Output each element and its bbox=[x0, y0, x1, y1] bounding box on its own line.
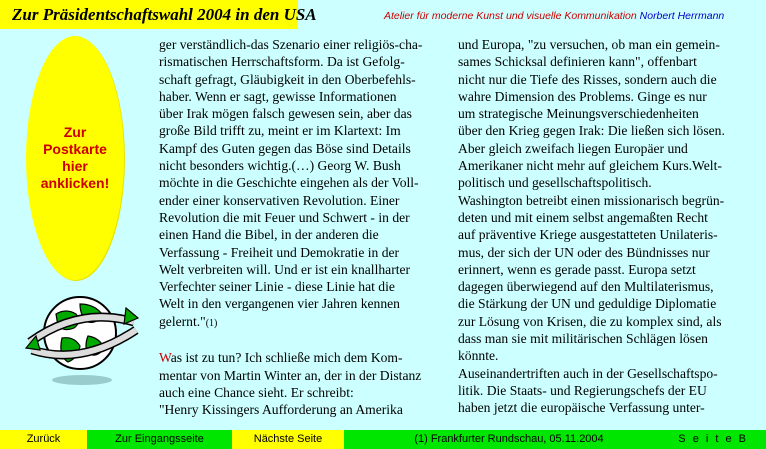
article-line: ger verständlich-das Szenario einer religiös-cha- bbox=[159, 37, 423, 52]
article-line: Aber gleich zweifach liegen Europäer und bbox=[458, 140, 688, 156]
article-line: schaft gefragt, Gläubigkeit in den Oberbefehls- bbox=[159, 71, 416, 87]
globe-with-ring-icon bbox=[22, 278, 142, 388]
article-line: große Bild trifft zu, meint er im Klartext: Im bbox=[159, 123, 401, 139]
article-line: nicht nur die Tiefe des Risses, sondern auch die bbox=[458, 71, 717, 87]
author-name: Norbert Herrmann bbox=[639, 10, 725, 22]
article-line: könnte. bbox=[458, 348, 499, 364]
article-line: dass man sie mit militärischen Schlägen lösen bbox=[458, 331, 708, 347]
article-line: Verfassung - Freiheit und Demokratie in der bbox=[159, 244, 400, 260]
article-line: zur Lösung von Krisen, die zu komplex sind, als bbox=[458, 313, 722, 329]
article-line: auch eine Chance sieht. Er schreibt: bbox=[159, 384, 354, 400]
postcard-label-line1: Zur bbox=[63, 124, 87, 140]
article-line: Amerikaner nicht mehr auf gleichem Kurs.Welt- bbox=[458, 158, 722, 174]
article-line: nicht besonders wichtig.(…) Georg W. Bush bbox=[159, 158, 401, 174]
page-title: Zur Präsidentschaftswahl 2004 in den USA bbox=[0, 0, 298, 29]
article-line: haben jetzt die europäische Verfassung unter- bbox=[458, 400, 705, 416]
dropcap-letter: W bbox=[159, 350, 171, 366]
article-line: einen Hand die Bibel, in der anderen die bbox=[159, 227, 379, 243]
article-column-1 bbox=[159, 36, 444, 419]
source-footnote: (1) Frankfurter Rundschau, 05.11.2004 bbox=[344, 430, 674, 449]
article-line: Verfechter seiner Linie - diese Linie hat die bbox=[159, 279, 395, 295]
article-line: haber. Wenn er sagt, gewisse Informationen bbox=[159, 88, 397, 104]
article-line: Welt in den vergangenen vier Jahren kennen bbox=[159, 296, 400, 312]
article-line: Welt verbreiten will. Und er ist ein knallharter bbox=[159, 261, 411, 277]
article-line: Auseinandertriften auch in der Gesellschaftspo- bbox=[458, 365, 718, 381]
article-line: die Stärkung der UN und geduldige Diplomatie bbox=[458, 296, 717, 312]
footer-nav bbox=[0, 430, 766, 449]
article-line: Revolution die mit Feuer und Schwert - in der bbox=[159, 209, 410, 225]
article-line: ender einer konservativen Revolution. Einer bbox=[159, 192, 400, 208]
article-line: "Henry Kissingers Aufforderung an Amerika bbox=[159, 402, 403, 418]
postcard-label bbox=[30, 124, 120, 192]
article-line: deten und mit einem selbst angemaßten Recht bbox=[458, 209, 708, 225]
article-line bbox=[159, 349, 444, 366]
article-line: möchte in die Geschichte eingehen als der Voll- bbox=[159, 175, 419, 191]
next-page-link[interactable]: Nächste Seite bbox=[232, 430, 344, 449]
article-line: mentar von Martin Winter an, der in der Distanz bbox=[159, 367, 422, 383]
postcard-link[interactable] bbox=[26, 36, 124, 280]
atelier-name: Atelier für moderne Kunst und visuelle Kommunikation bbox=[384, 10, 637, 22]
postcard-label-line2: Postkarte bbox=[43, 141, 107, 157]
back-link[interactable]: Zurück bbox=[0, 430, 87, 449]
article-line: rismatischen Herrschaftsform. Da ist Gefolg- bbox=[159, 54, 405, 70]
article-line: wahre Dimension des Problems. Ginge es nur bbox=[458, 88, 707, 104]
article-line-last bbox=[159, 313, 444, 332]
article-line: politisch und gesellschaftspolitisch. bbox=[458, 175, 652, 191]
header-credits bbox=[384, 10, 762, 22]
article-line: um strategische Meinungsverschiedenheiten bbox=[458, 106, 699, 122]
article-line: auf präventive Kriege ausgestatteten Unilateris- bbox=[458, 227, 718, 243]
paragraph-gap bbox=[159, 332, 444, 349]
article-line: dagegen überwiegend auf den Multilaterismus, bbox=[458, 279, 714, 295]
postcard-label-line3: hier bbox=[62, 158, 88, 174]
footnote-mark: (1) bbox=[205, 317, 218, 329]
postcard-label-line4: anklicken! bbox=[40, 175, 110, 191]
article-text: gelernt." bbox=[159, 313, 206, 329]
page-indicator: S e i t e B bbox=[674, 430, 766, 449]
article-line: mus, der sich der UN oder des Bündnisses nur bbox=[458, 244, 710, 260]
home-link[interactable]: Zur Eingangsseite bbox=[87, 430, 232, 449]
article-line: litik. Die Staats- und Regierungschefs der EU bbox=[458, 382, 707, 398]
article-line: erinnert, wenn es gerade passt. Europa setzt bbox=[458, 261, 696, 277]
article-line: und Europa, "zu versuchen, ob man ein gemein- bbox=[458, 37, 720, 52]
article-column-2 bbox=[458, 36, 748, 417]
article-line: sames Schicksal definieren kann", offenbart bbox=[458, 54, 697, 70]
article-line: Kampf des Guten gegen das Böse sind Details bbox=[159, 140, 411, 156]
article-text: as ist zu tun? Ich schließe mich dem Kom- bbox=[170, 350, 403, 366]
article-line: über den Krieg gegen Irak: Die ließen sich lösen. bbox=[458, 123, 725, 139]
article-line: Washington betreibt einen missionarisch begrün- bbox=[458, 192, 725, 208]
article-line: über Irak mögen falsch gewesen sein, aber das bbox=[159, 106, 412, 122]
